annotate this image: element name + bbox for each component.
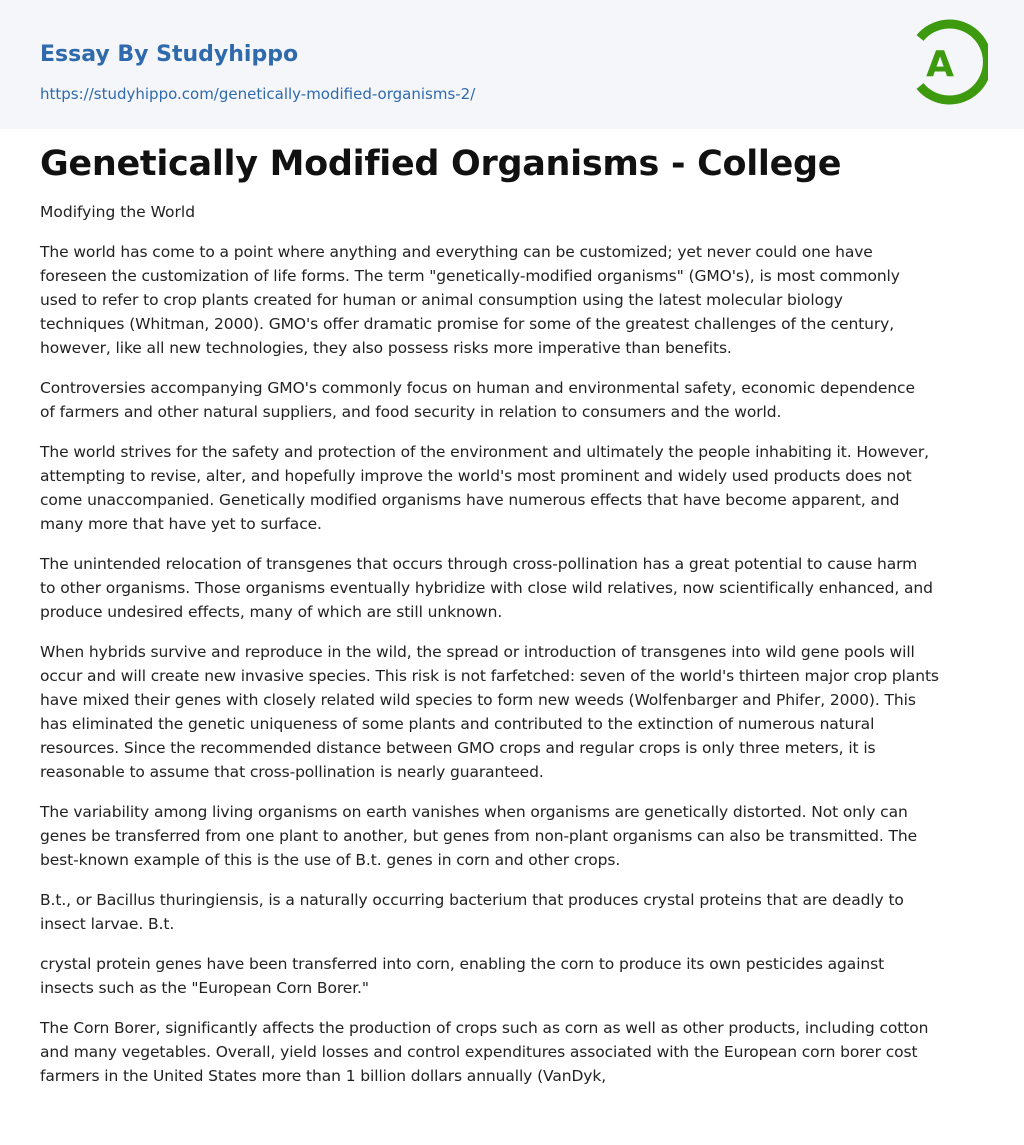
paragraph-line: techniques (Whitman, 2000). GMO's offer dramatic promise for some of the greatest challenges of the century, [40,315,895,333]
paragraph-line: insect larvae. B.t. [40,915,175,933]
paragraph-line: come unaccompanied. Genetically modified organisms have numerous effects that have become apparent, and [40,491,900,509]
paragraph-line: attempting to revise, alter, and hopefully improve the world's most prominent and widely used products does not [40,467,912,485]
paragraph-line: The world strives for the safety and protection of the environment and ultimately the people inhabiting it. However, [40,443,929,461]
essay-paragraph [40,240,990,360]
paragraph-line: B.t., or Bacillus thuringiensis, is a naturally occurring bacterium that produces crystal proteins that are deadly to [40,891,904,909]
site-header [0,0,1024,129]
paragraph-line: to other organisms. Those organisms eventually hybridize with close wild relatives, now scientifically enhanced, and [40,579,933,597]
paragraph-line: has eliminated the genetic uniqueness of some plants and contributed to the extinction of numerous natural [40,715,875,733]
paragraph-line: resources. Since the recommended distance between GMO crops and regular crops is only three meters, it is [40,739,876,757]
paragraph-line: occur and will create new invasive species. This risk is not farfetched: seven of the world's thirteen major crop plants [40,667,939,685]
paragraph-line: and many vegetables. Overall, yield losses and control expenditures associated with the European corn borer cost [40,1043,918,1061]
essay-subtitle: Modifying the World [40,203,196,221]
essay-paragraph [40,952,990,1000]
essay-paragraph [40,552,990,624]
paragraph-line: have mixed their genes with closely related wild species to form new weeds (Wolfenbarger and Phifer, 2000). This [40,691,916,709]
page-title: Genetically Modified Organisms - College [40,144,842,184]
paragraph-line: of farmers and other natural suppliers, and food security in relation to consumers and the world. [40,403,782,421]
paragraph-line: used to refer to crop plants created for human or animal consumption using the latest molecular biology [40,291,843,309]
paragraph-line: farmers in the United States more than 1 billion dollars annually (VanDyk, [40,1067,607,1085]
paragraph-line: best-known example of this is the use of B.t. genes in corn and other crops. [40,851,621,869]
paragraph-line: The unintended relocation of transgenes that occurs through cross-pollination has a great potential to cause harm [40,555,918,573]
studyhippo-logo-icon[interactable] [908,18,988,106]
paragraph-line: many more that have yet to surface. [40,515,322,533]
site-title[interactable]: Essay By Studyhippo [40,42,299,67]
svg-text:A: A [926,44,954,85]
essay-paragraph [40,640,990,784]
paragraph-line: crystal protein genes have been transferred into corn, enabling the corn to produce its own pesticides against [40,955,885,973]
essay-content [40,200,990,1104]
paragraph-line: foreseen the customization of life forms. The term "genetically-modified organisms" (GMO's), is most commonly [40,267,900,285]
paragraph-line: genes be transferred from one plant to another, but genes from non-plant organisms can also be transmitted. The [40,827,918,845]
paragraph-line: however, like all new technologies, they also possess risks more imperative than benefits. [40,339,732,357]
paragraph-line: The Corn Borer, significantly affects the production of crops such as corn as well as other products, including cotton [40,1019,929,1037]
essay-paragraph [40,800,990,872]
essay-paragraph [40,888,990,936]
essay-paragraph [40,1016,990,1088]
essay-url-link[interactable]: https://studyhippo.com/genetically-modified-organisms-2/ [40,85,476,103]
paragraph-line: insects such as the "European Corn Borer." [40,979,369,997]
essay-paragraph [40,440,990,536]
paragraph-line: The variability among living organisms on earth vanishes when organisms are genetically distorted. Not only can [40,803,908,821]
paragraph-line: When hybrids survive and reproduce in the wild, the spread or introduction of transgenes into wild gene pools will [40,643,915,661]
paragraph-line: The world has come to a point where anything and everything can be customized; yet never could one have [40,243,873,261]
paragraph-line: Controversies accompanying GMO's commonly focus on human and environmental safety, economic dependence [40,379,915,397]
paragraph-line: produce undesired effects, many of which are still unknown. [40,603,503,621]
paragraph-line: reasonable to assume that cross-pollination is nearly guaranteed. [40,763,544,781]
essay-paragraph [40,376,990,424]
